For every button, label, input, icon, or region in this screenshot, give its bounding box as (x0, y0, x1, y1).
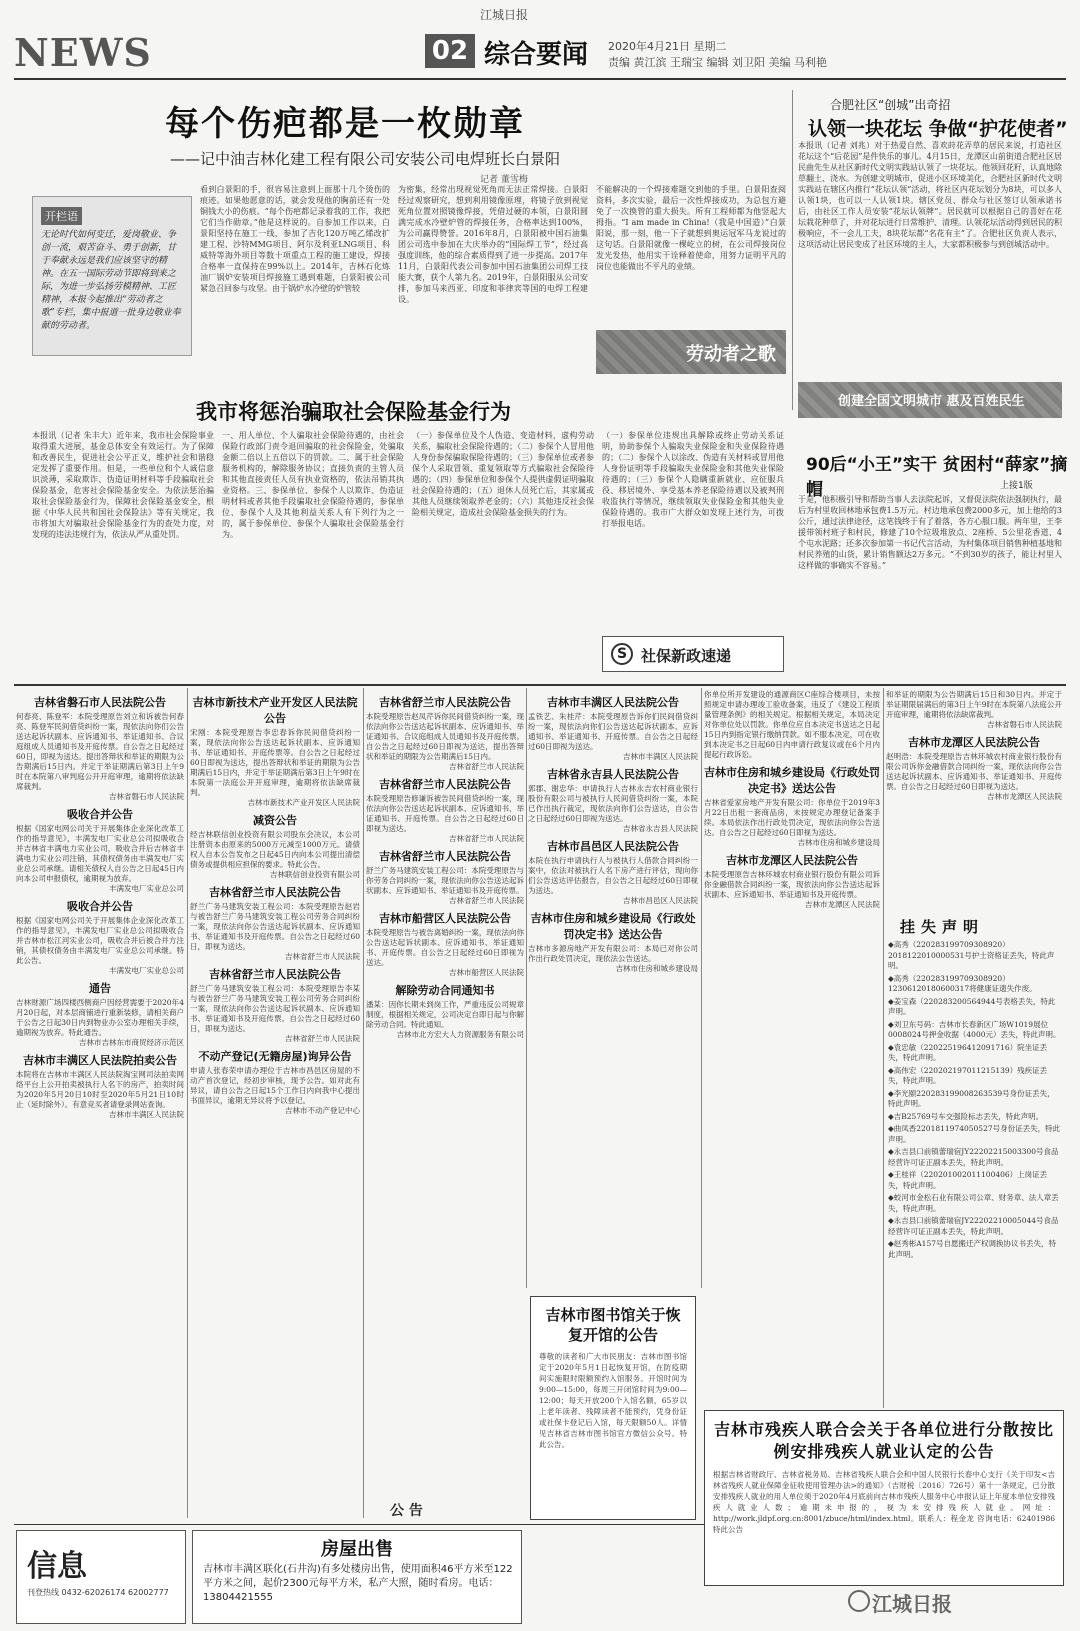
notice-signature: 丰满发电厂实业总公司 (109, 966, 184, 975)
notice-signature: 吉林市吉林东市商贸经济示范区 (79, 1038, 184, 1047)
social-security-logo-text: 社保新政速递 (641, 647, 732, 665)
lost-notice-item: ◆赵秀彬A157号自愿搬迁产权调换协议书丢失，特此声明。 (888, 1239, 1056, 1259)
paper-name: 江城日报 (480, 8, 529, 22)
right-mid-jump: 上接1版 (1000, 481, 1033, 491)
notice-column-1 (16, 690, 184, 1490)
notice-signature: 吉林市不动产登记中心 (285, 1106, 360, 1115)
notice-column-2 (190, 690, 360, 1510)
notice-body: 郭郡、谢忠华：申请执行人吉林永吉农村商业银行股份有限公司与被执行人民间借贷纠纷一案，本院已作出执行裁定，现依法向你们公告送达，自公告之日起经过60日即视为送达。 (528, 784, 698, 823)
notice-divider (883, 688, 884, 1408)
notice-title: 吉林市龙潭区人民法院公告 (908, 736, 1040, 749)
notice-signature: 吉林省磐石市人民法院 (109, 792, 184, 801)
notice-body: 吉林市多源房地产开发有限公司：本局已对你公司作出行政处罚决定，现依法公告送达。 (528, 944, 698, 963)
notice-signature: 吉林市住房和城乡建设局 (797, 838, 880, 847)
notice-signature: 吉林市船营区人民法院 (449, 968, 524, 977)
notice-section-rule (14, 684, 1066, 686)
notice-title: 吸收合并公告 (67, 900, 133, 913)
right-banner-caption: 创建全国文明城市 惠及百姓民生 (838, 394, 1025, 409)
lead-byline: 记者 董雪梅 (480, 175, 528, 185)
notice-title: 减资公告 (253, 814, 297, 827)
notice-body: 吉林财源广场四楼西侧商户因经营需要于2020年4月20日起，对本层商铺进行重新装修，请相关商户于公告之日起30日内到物业办公室办理相关手续，逾期视为放弃。特此通告。 (16, 998, 184, 1037)
disability-notice-title: 吉林市残疾人联合会关于各单位进行分散按比例安排残疾人就业认定的公告 (713, 1420, 1054, 1461)
notice-title: 不动产登记(无籍房屋)询异公告 (198, 1050, 352, 1063)
notice-title: 吉林市昌邑区人民法院公告 (547, 840, 679, 853)
lost-notice-item: ◆蛟河市金松石业有限公司公章、财务章、法人章丢失，特此声明。 (888, 1193, 1059, 1213)
notice-body: 舒兰广务马建筑安装工程公司：本院受理原告与你劳务合同纠纷一案，现依法向你公告送达起诉状副本、应诉通知书、举证通知书及开庭传票。 (366, 866, 524, 895)
notice-title: 吉林市船营区人民法院公告 (379, 912, 511, 925)
right-title: 认领一块花坛 争做“护花使者” (808, 118, 1068, 140)
notice-body: 宋刚：本院受理原告李忠春诉你民间借贷纠纷一案，现依法向你公告送达起诉状副本、应诉通知书、举证通知书、开庭传票等。自公告之日起经过60日即视为送达，提出答辩状和举证的期限为公告期满后15日内，并定于举证期满后第3日上午9时在本院第一法庭公开开庭审理，逾期将依法缺席裁判。 (190, 728, 360, 797)
right-mid-body: 于是，他积极引导和帮助当事人去法院起诉，又督促法院依法强制执行，最后为村里收回林地承包费1.5万元。村边地承包费2000多元，加上他给的3公斤，通过法律途径，这笔钱终于有了着落，各方心服口服。两年里，王李援带领村班子和村民，修建了10个垃圾堆放点、2座桥、5公里花香道、4个屯水泥路；还多次参加第一书记代言活动，为村集体项目销售种植基地和村民养殖的山货，累计销售额达2万多元。“不到30岁的孩子，能让村里人这样做的事确实不容易。” (798, 495, 1062, 570)
second-column-2: 一、用人单位、个人骗取社会保险待遇的，由社会保险行政部门责令退回骗取的社会保险金，处骗取金额二倍以上五倍以下的罚款。二、属于社会保险服务机构的，解除服务协议；直接负责的主管人员和其他直接责任人员有执业资格的，依法吊销其执业资格。三、参保单位、参保个人以欺诈、伪造证明材料或者其他手段骗取社会保险待遇的，参保单位、参保个人及其他利益关系人有下列行为之一的，属于参保单位、参保个人骗取社会保险基金行为。 (222, 431, 404, 539)
notice-signature: 吉林省磐石市人民法院 (987, 720, 1062, 729)
second-headline: 我市将惩治骗取社会保险基金行为 (196, 400, 511, 424)
notice-body: 本院受理原告赵凤芹诉你民间借贷纠纷一案，现依法向你公告送达起诉状副本、应诉通知书、举证通知书、合议庭组成人员通知书及开庭传票。自公告之日起经过60日即视为送达，提出答辩状和举证的期限为公告期满后15日内。 (366, 712, 524, 761)
wechat-icon (848, 1590, 870, 1612)
lead-column-3: 不能解决的一个焊接难题交到他的手里。白景阳查阅资料，多次实验，最后一次性焊接成功，为总包方避免了一次换管的重大损失。所有工程师都为他竖起大拇指。“I am made in China!（我是中国造）”白景阳说，那一刻，他一下子就想到奥运冠军马龙说过的这句话。白景阳就像一棵屹立的树，在公司焊接岗位发光发热，他用实干诠释着使命，用努力证明平凡的岗位也能做出不平凡的业绩。 (596, 185, 786, 271)
news-logo: NEWS (14, 30, 152, 75)
notice-column-5 (704, 690, 880, 1400)
library-notice-title: 吉林市图书馆关于恢复开馆的公告 (545, 1306, 681, 1344)
notice-signature: 吉林市丰满区人民法院 (109, 1110, 184, 1119)
social-security-icon: S (611, 643, 633, 665)
notice-body: 潘某：因你长期未到岗工作，严重违反公司规章制度，根据相关规定，公司决定自即日起与你解除劳动合同。特此通知。 (366, 1000, 524, 1029)
notice-title: 吉林省永吉县人民法院公告 (547, 768, 679, 781)
notice-signature: 丰满发电厂实业总公司 (109, 884, 184, 893)
notice-body: 舒兰广务马建筑安装工程公司：本院受理原告赵岩与被告舒兰广务马建筑安装工程公司劳务合同纠纷一案，现依法向你公告送达起诉状副本、应诉通知书、举证通知书及开庭传票。自公告之日起经过60日，即视为送达。 (190, 902, 360, 951)
second-column-3: （一）参保单位及个人伪造、变造材料，虚构劳动关系，骗取社会保险待遇的；（二）参保个人冒用他人身份参保骗取保险待遇的；（三）参保单位或者参保个人采取冒领、重复领取等方式骗取社会保险待遇的；（四）参保单位和参保个人提供虚假证明骗取社会保险待遇的；（五）退休人员死亡后，其家属或其他人员继续领取养老金的；（六）其他违反社会保险相关规定，造成社会保险基金损失的行为。 (412, 431, 594, 517)
notice-title: 吉林市龙潭区人民法院公告 (726, 854, 858, 867)
lost-notice-item: ◆曲凤香2201811974050527号身份证丢失，特此声明。 (888, 1124, 1061, 1144)
notice-body: 你单位所开发建设的通源商区C座综合楼项目，未按照规定申请办理竣工验收备案，违反了《建设工程质量管理条例》的相关规定。根据相关规定，本局决定对你单位处以罚款。你单位应自本决定书送达之日起15日内到指定银行缴纳罚款。如不服本决定，可在收到本决定书之日起60日内申请行政复议或在6个月内提起行政诉讼。 (704, 690, 880, 759)
notice-column-3 (366, 690, 524, 1450)
notice-body: 根据《国家电网公司关于开展集体企业深化改革工作的指导意见》，丰满发电厂实业总公司拟吸收合并吉林市松江河实业公司，吸收合并后被合并方注销，其债权债务由丰满发电厂实业总公司承继。特此公告。 (16, 916, 184, 965)
lead-subhead: ——记中油吉林化建工程有限公司安装公司电焊班长白景阳 (170, 150, 561, 168)
notice-title: 吉林省舒兰市人民法院公告 (379, 850, 511, 863)
notice-divider (187, 688, 188, 1518)
second-column-4: （一）参保单位违规出具解除或终止劳动关系证明，协助参保个人骗取失业保险金和失业保险待遇的；（二）参保个人以涂改、伪造有关材料或冒用他人身份证明等手段骗取失业保险金和其他失业保险待遇的；（三）参保个人隐瞒重新就业、应征服兵役、移居境外、享受基本养老保险待遇以及被判刑收监执行等情况，继续领取失业保险金和其他失业保险待遇的。我市广大群众如发现上述行为，可拨打举报电话。 (602, 431, 784, 528)
lost-notice-item: ◆李光颐220283199008263539号身份证丢失，特此声明。 (888, 1088, 1055, 1108)
notice-title: 通告 (89, 982, 111, 995)
notice-column-4 (528, 690, 698, 1290)
library-notice-box (530, 1296, 696, 1520)
editorial-staff: 责编 黄江滨 王瑞宝 编辑 刘卫阳 美编 马利艳 (608, 56, 827, 69)
right-body: 本报讯（记者 刘兆）对于热爱自然、喜欢莳花弄草的居民来说，打造社区花坛这个“后花园”是件快乐的事儿。4月15日，龙潭区山前街道合肥社区居民曲先生从社区新时代文明实践站认领了一块花坛。他领回花籽，认真地除草翻土、浇水。为创建文明城市，促进小区环境美化，合肥社区新时代文明实践站在辖区内推行“花坛认领”活动，将社区内花坛划分为8块，可以多人认领1块，也可以一人认领1块。辖区党员、群众与社区签订认领承诺书后，由社区工作人员安装“花坛认领牌”。居民就可以根据自己的喜好在花坛栽花种草了，并对花坛进行日常维护、清理。认领花坛活动得到居民的积极响应，不一会儿工夫，8块花坛都“名花有主”了。合肥社区负责人表示，这项活动让居民变成了社区环境的主人，大家都积极参与到创城活动中。 (798, 141, 1062, 249)
lost-notice-item: ◆永吉县口前镇蕾瑞宿JY22202210005044号食品经营许可证正副本丢失，特此声明。 (888, 1216, 1059, 1236)
disability-notice-body: 根据吉林省财政厅、吉林省税务局、吉林省残疾人联合会和中国人民银行长春中心支行《关于印发<吉林省残疾人就业保障金征收使用管理办法>的通知》（吉财税〔2016〕726号）第十一条规定，已分散安排残疾人就业的用人单位须于2020年4月底前向吉林市残疾人服务中心申报认证上年度本单位安排残疾人就业人数；逾期未申报的，视为未安排残疾人就业。网址：http://work.jldpf.org.cn:8001/zbuce/html/index.html。联系人：程金龙 咨询电话：62401986 特此公告 (713, 1470, 1055, 1534)
second-column-1: 本报讯（记者 朱丰大）近年来，我市社会保险事业取得重大进展，基金总体安全有效运行。为了保障和改善民生，促进社会公平正义，维护社会和谐稳定发挥了重要作用。但是，一些单位和个人诚信意识淡薄，采取欺诈、伪造证明材料等手段骗取社会保险基金，危害社会保险基金安全。为依法惩治骗取社会保险基金行为，保障社会保险基金安全，根据《中华人民共和国社会保险法》等有关规定，我市将加大对骗取社会保险基金行为的查处力度，对发现的违法违规行为，依法从严从重处罚。 (32, 431, 214, 539)
house-sale-ad (192, 1530, 522, 1624)
notice-signature: 吉林联信创业投资有限公司 (270, 870, 360, 879)
notice-body: 根据《国家电网公司关于开展集体企业深化改革工作的指导意见》，丰满发电厂实业总公司拟吸收合并吉林省丰满电力实业公司，吸收合并后吉林省丰满电力实业公司注销，其债权债务由丰满发电厂实业总公司承继。请相关债权人自公告之日起45日内向本公司申报债权，逾期视为放弃。 (16, 824, 184, 883)
notice-title: 吉林市丰满区人民法院拍卖公告 (23, 1054, 177, 1067)
notice-signature: 吉林市北方宏大人力资源服务有限公司 (396, 1030, 524, 1039)
bottom-notice-label: 公 告 (390, 1503, 423, 1519)
notice-body: 本院受理原告修谦诉被告民间借贷纠纷一案，现依法向你公告送达起诉状副本、应诉通知书、举证通知书、开庭传票。自公告之日起经过60日即视为送达。 (366, 794, 524, 833)
notice-body: 吉林省爱家房地产开发有限公司：你单位于2019年3月22日出租一套商品房，未按规定办理登记备案手续。本局依法作出行政处罚决定，现依法向你公告送达。自公告之日起经过60日即视为送达。 (704, 798, 880, 837)
issue-date: 2020年4月21日 星期二 (608, 40, 727, 53)
lead-column-1: 看到白景阳的手，很容易注意到上面那十几个烫伤的痕迹。如果他愿意的话，就会发现他的胸前还有一处铜钱大小的伤痕。“每个伤疤都记录着我的工作，我把它们当作勋章。”他是这样说的。自参加工作以来，白景阳坚持在施工一线，参加了吉化120万吨乙烯改扩建工程、沙特MMG项目、阿尔及利亚LNG项目、科威特等海外项目等数十项重点工程的施工建设，焊接合格率一直保持在99%以上。2014年，吉林石化炼油厂锅炉安装项目焊接施工遇到难题，白景阳被公司紧急召回参与攻坚。由于锅炉水冷壁的炉管较 (200, 185, 390, 293)
lost-notice-item: ◆王桂祥（220201002011100406）上岗证丢失，特此声明。 (888, 1170, 1048, 1190)
notice-body: 经吉林联信创业投资有限公司股东会决议，本公司注册资本由原来的5000万元减至1000万元。请债权人自本公告发布之日起45日内向本公司提出清偿债务或提供相应担保的要求。特此公告。 (190, 830, 360, 869)
ad-rule (14, 1524, 704, 1525)
column-intro-box (32, 196, 192, 356)
notice-body: 本院将在吉林市丰满区人民法院淘宝网司法拍卖网络平台上公开拍卖被执行人名下的房产，拍卖时间为2020年5月20日10时至2020年5月21日10时止（延时除外）。有意竞买者请登录网站查询。 (16, 1070, 184, 1109)
lost-notice-item: ◆吉B25769号车交强险标志丢失，特此声明。 (888, 1111, 1044, 1121)
lost-notice-item: ◆姜宝森（220283200564944号表格丢失，特此声明。 (888, 996, 1056, 1016)
lost-notice-title: 挂失声明 (900, 918, 985, 936)
notice-signature: 吉林省舒兰市人民法院 (449, 834, 524, 843)
right-kicker: 合肥社区“创城”出奇招 (830, 98, 951, 112)
right-mid-title: 90后“小王”实干 贫困村“薛家”摘帽 (806, 455, 1068, 500)
right-banner-photo (798, 382, 1062, 418)
section-name: 综合要闻 (484, 40, 589, 70)
notice-body: 舒兰广务马建筑安装工程公司：本院受理原告李某与被告舒兰广务马建筑安装工程公司劳务合同纠纷一案，现依法向你公告送达起诉状副本、应诉通知书、举证通知书及开庭传票。自公告之日起经过60日，即视为送达。 (190, 984, 360, 1033)
notice-signature: 吉林市昌邑区人民法院 (623, 896, 698, 905)
lost-notice-item: ◆高伟宏（220202197011215139）残疾证丢失，特此声明。 (888, 1065, 1048, 1085)
library-notice-body: 尊敬的读者和广大市民朋友：吉林市图书馆定于2020年5月1日起恢复开馆，在防疫期间实施限时限额预约入馆服务。开馆时间为9:00—15:00，每周三开闭馆时间为9:00—12:00；每天开放200个入馆名额，65岁以上老年读者、残障读者不能预约，凭身份证或社保卡登记后入馆，每天限额50人。详情见吉林省吉林市图书馆官方微信公众号。特此公告。 (539, 1352, 687, 1449)
notice-divider (526, 688, 527, 1288)
notice-title: 吉林省舒兰市人民法院公告 (209, 968, 341, 981)
house-sale-body: 吉林市丰满区联化(石井沟)有多处楼房出售，使用面积46平方米至122平方米之间，起价2300元每平方米，私产大照，随时看房。电话：13804421555 (203, 1564, 513, 1603)
notice-divider (363, 688, 364, 1518)
notice-signature: 吉林市新技术产业开发区人民法院 (247, 798, 360, 807)
notice-body: 本院在执行申请执行人与被执行人借款合同纠纷一案中，依法对被执行人名下房产进行评估，现向你们公告送达评估报告，自公告之日起经过60日即视为送达。 (528, 856, 698, 895)
info-ad-logo: 信息 (27, 1549, 87, 1584)
notice-signature: 吉林省舒兰市人民法院 (449, 762, 524, 771)
notice-signature: 吉林市龙潭区人民法院 (987, 792, 1062, 801)
notice-divider (701, 688, 702, 1288)
notice-signature: 吉林省舒兰市人民法院 (449, 896, 524, 905)
notice-column-6 (886, 690, 1062, 910)
info-ad-sub: 刊登热线 0432-62026174 62002777 (27, 1588, 169, 1597)
lost-notice-item: ◆袁忠敏（220225196412091716）院坐证丢失，特此声明。 (888, 1042, 1048, 1062)
lost-notice-item: ◆永吉县口前镇蕾瑞宿JY22202215003300号食品经营许可证正副本丢失，特此声明。 (888, 1147, 1059, 1167)
notice-title: 吉林省磐石市人民法院公告 (34, 696, 166, 709)
lost-notice-item: ◆高秀（220283199709308920）12306120180600317将健康证遗失作废。 (888, 973, 1037, 993)
notice-signature: 吉林省舒兰市人民法院 (285, 952, 360, 961)
notice-title: 吸收合并公告 (67, 808, 133, 821)
column-intro-tag: 开栏语 (41, 207, 82, 225)
notice-body: 本院受理原告吉林环城农村商业银行股份有限公司诉你金融借款合同纠纷一案，现依法向你公告送达起诉状副本、应诉通知书、举证通知书及开庭传票。 (704, 870, 880, 899)
header-rule (14, 78, 1066, 80)
notice-title: 吉林省舒兰市人民法院公告 (209, 886, 341, 899)
column-intro-text: 无论时代如何变迁，爱岗敬业、争创一流，艰苦奋斗、勇于创新，甘于奉献永远是我们应该坚守的精神。在五一国际劳动节即将到来之际，为进一步弘扬劳模精神、工匠精神，本报今起推出“劳动者之歌”专栏，集中报道一批身边敬业奉献的劳动者。 (41, 230, 181, 331)
notice-signature: 吉林省永吉县人民法院 (623, 824, 698, 833)
lost-notice-item: ◆高秀（220283199709308920）2018122010000531号护士资格证丢失，特此声明。 (888, 940, 1055, 970)
watermark: 江城日报 (872, 1592, 952, 1616)
notice-body: 和举证的期限为公告期满后15日和30日内。并定于举证期限届满后的第3日上午9时在本院第八法庭公开开庭审理，逾期将依法缺席裁判。 (886, 690, 1062, 719)
notice-signature: 吉林市龙潭区人民法院 (805, 900, 880, 909)
page-number: 02 (425, 34, 475, 68)
lost-notice-list (888, 940, 1062, 1406)
social-security-logo (602, 636, 784, 672)
lead-column-2: 为密集，经常出现视觉死角而无法正常焊接。白景阳经过观察研究，想到利用镜像原理，将镜子放到视觉死角位置对照镜像焊接，凭借过硬的本领，白景阳圆满完成水冷壁炉管的焊接任务，合格率达到100%，为公司赢得赞誉。2016年8月，白景阳被中国石油集团公司选中参加在大庆举办的“国际焊工节”，经过高强度训练，他的综合素质得到了进一步提高。2017年11月，白景阳代表公司参加中国石油集团公司焊工技能大赛，获个人第九名。2019年，白景阳服从公司安排，参加马来西亚、印度和菲律宾等国的电焊工程建设。 (398, 185, 588, 304)
info-ad (16, 1530, 186, 1624)
notice-title: 吉林市丰满区人民法院公告 (547, 696, 679, 709)
column-logo-banner (596, 330, 786, 374)
masthead (0, 0, 1080, 88)
column-logo-text: 劳动者之歌 (686, 344, 776, 365)
notice-body: 本院受理原告与被告离婚纠纷一案，现依法向你公告送达起诉状副本、应诉通知书、举证通知书、开庭传票。自公告之日起经过60日即视为送达。 (366, 928, 524, 967)
notice-title: 吉林市新技术产业开发区人民法院公告 (192, 696, 358, 725)
notice-signature: 吉林市丰满区人民法院 (623, 752, 698, 761)
notice-title: 吉林省舒兰市人民法院公告 (379, 696, 511, 709)
notice-body: 赵明浩：本院受理原告吉林环城农村商业银行股份有限公司诉你金融借款合同纠纷一案，现依法向你公告送达起诉状副本、应诉通知书、举证通知书、开庭传票。自公告之日起经过60日即视为送达。 (886, 752, 1062, 791)
notice-title: 吉林市住房和城乡建设局《行政处罚决定书》送达公告 (704, 766, 880, 795)
notice-body: 申请人张春荣申请办理位于吉林市昌邑区房屋的不动产首次登记，经初步审核，现予公告。如对此有异议，请自公告之日起15个工作日内向我中心提出书面异议，逾期无异议将予以登记。 (190, 1066, 360, 1105)
lead-headline: 每个伤疤都是一枚勋章 (165, 104, 525, 144)
notice-title: 吉林省舒兰市人民法院公告 (379, 778, 511, 791)
column-divider (792, 90, 793, 410)
notice-signature: 吉林市住房和城乡建设局 (615, 964, 698, 973)
notice-title: 解除劳动合同通知书 (395, 984, 495, 997)
house-sale-title: 房屋出售 (321, 1539, 393, 1560)
notice-body: 孟铁艺、朱桂芹：本院受理原告诉你们民间借贷纠纷一案，现依法向你们公告送达起诉状副本、应诉通知书、举证通知书、开庭传票。自公告之日起经过60日即视为送达。 (528, 712, 698, 751)
notice-body: 何春亮、陈登军：本院受理原告刘立和诉被告何春亮、陈登军民间借贷纠纷一案，现依法向你们公告送达起诉状副本、应诉通知书、举证通知书、合议庭组成人员通知书及开庭传票。自公告之日起经过60日，即视为送达。提出答辩状和举证的期限为公告期满后15日内。并定于举证期满后第3日上午9时在本院第八审判庭公开开庭审理，逾期将依法缺席裁判。 (16, 712, 184, 791)
notice-signature: 吉林省舒兰市人民法院 (285, 1034, 360, 1043)
disability-notice-box (704, 1410, 1064, 1586)
lost-notice-item: ◆刘卫东号码：吉林市长春新区广场W1019展位0008024号押金收据（4000元）丢失，特此声明。 (888, 1019, 1061, 1039)
notice-title: 吉林市住房和城乡建设局《行政处罚决定书》送达公告 (530, 912, 696, 941)
